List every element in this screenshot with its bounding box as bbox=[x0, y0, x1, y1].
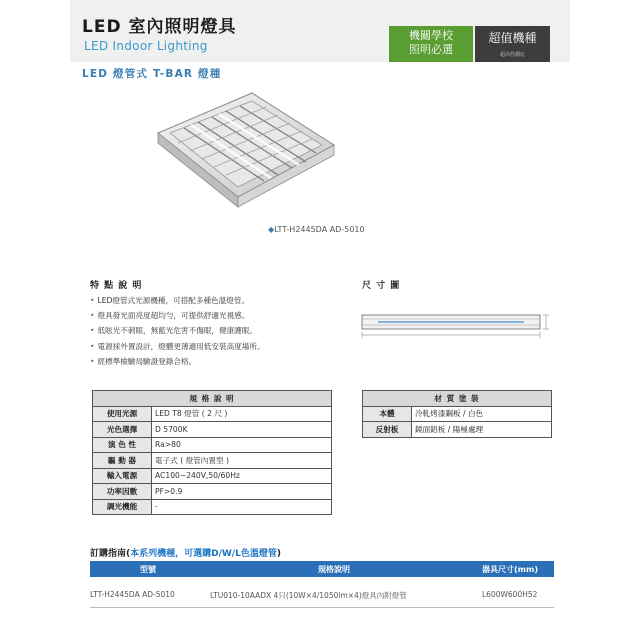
table-row bbox=[93, 484, 332, 500]
material-table bbox=[362, 390, 552, 438]
ordering-guide-title bbox=[90, 546, 281, 559]
material-key: 反射板 bbox=[363, 422, 412, 438]
ordering-table-header bbox=[90, 561, 554, 577]
product-model-tag bbox=[268, 225, 365, 234]
ordering-model: LTT-H2445DA AD-5010 bbox=[90, 590, 175, 599]
spec-key: 演 色 性 bbox=[93, 437, 152, 453]
features-list bbox=[90, 293, 265, 369]
spec-value: Ra>80 bbox=[152, 437, 332, 453]
table-row bbox=[93, 468, 332, 484]
spec-value: PF>0.9 bbox=[152, 484, 332, 500]
feature-item: • 經標準檢驗局驗證登錄合格。 bbox=[90, 354, 265, 369]
product-model-text: LTT-H2445DA AD-5010 bbox=[274, 225, 365, 234]
table-row bbox=[93, 406, 332, 422]
spec-value: - bbox=[152, 499, 332, 515]
spec-key: 光色選擇 bbox=[93, 422, 152, 438]
badge-school-lighting bbox=[389, 26, 473, 62]
badge-value-model bbox=[475, 26, 550, 62]
spec-key: 調光機能 bbox=[93, 499, 152, 515]
spec-value: 電子式 ( 燈管內置型 ) bbox=[152, 453, 332, 469]
features-title: 特 點 說 明 bbox=[90, 281, 143, 291]
table-row bbox=[93, 422, 332, 438]
feature-item: • 低眩光不刺眼，無藍光危害不傷眼，健康護眼。 bbox=[90, 323, 265, 338]
page-title: LED 室內照明燈具 bbox=[82, 17, 237, 37]
ordering-title-prefix: 訂購指南( bbox=[90, 549, 131, 559]
spec-value: D 5700K bbox=[152, 422, 332, 438]
product-photo bbox=[140, 85, 340, 225]
material-value: 鏡面鋁板 / 陽極處理 bbox=[412, 422, 552, 438]
spec-table bbox=[92, 390, 332, 515]
tag-marker-icon: ◆ bbox=[268, 225, 275, 234]
spec-value: AC100~240V,50/60Hz bbox=[152, 468, 332, 484]
spec-key: 使用光源 bbox=[93, 406, 152, 422]
table-row bbox=[93, 499, 332, 515]
page-title-english: LED Indoor Lighting bbox=[84, 39, 208, 53]
spec-key: 功率因數 bbox=[93, 484, 152, 500]
table-row bbox=[90, 590, 554, 604]
material-key: 本體 bbox=[363, 406, 412, 422]
spec-value: LED T8 燈管 ( 2 尺 ) bbox=[152, 406, 332, 422]
ordering-title-highlight: 本系列機種，可選購D/W/L色溫燈管 bbox=[130, 549, 277, 559]
ordering-title-suffix: ) bbox=[276, 549, 281, 559]
column-header-spec: 規格說明 bbox=[318, 565, 350, 574]
badge-green-line2: 照明必選 bbox=[409, 43, 453, 56]
badge-green-line1: 機關學校 bbox=[409, 29, 453, 42]
spec-key: 輸入電源 bbox=[93, 468, 152, 484]
material-value: 冷軋烤漆鋼板 / 白色 bbox=[412, 406, 552, 422]
row-divider bbox=[90, 607, 554, 608]
ordering-size: L600W600H52 bbox=[482, 590, 538, 599]
feature-item: • LED燈管式光源機種，可搭配多種色溫燈管。 bbox=[90, 293, 265, 308]
ordering-spec: LTU010-10AADX 4只(10W×4/1050lm×4)燈具內附燈管 bbox=[210, 591, 407, 600]
badge-dark-line1: 超值機種 bbox=[488, 31, 537, 45]
dimension-drawing bbox=[358, 305, 554, 345]
badge-dark-line2: 超高性價比 bbox=[499, 52, 525, 58]
spec-table-caption: 規 格 說 明 bbox=[93, 391, 332, 407]
column-header-model: 型號 bbox=[140, 565, 156, 574]
product-category-title: LED 燈管式 T-BAR 燈種 bbox=[82, 68, 222, 80]
feature-item: • 燈具發光面亮度超均勻，可提供舒適光視感。 bbox=[90, 308, 265, 323]
table-row bbox=[363, 406, 552, 422]
dimension-title: 尺 寸 圖 bbox=[362, 281, 401, 291]
table-row bbox=[93, 437, 332, 453]
material-table-caption: 材 質 塗 裝 bbox=[363, 391, 552, 407]
spec-key: 驅 動 器 bbox=[93, 453, 152, 469]
column-header-size: 器具尺寸(mm) bbox=[482, 565, 538, 574]
feature-item: • 電源採外置設計，燈體更薄適用低安裝高度場所。 bbox=[90, 339, 265, 354]
table-row bbox=[93, 453, 332, 469]
table-row bbox=[363, 422, 552, 438]
